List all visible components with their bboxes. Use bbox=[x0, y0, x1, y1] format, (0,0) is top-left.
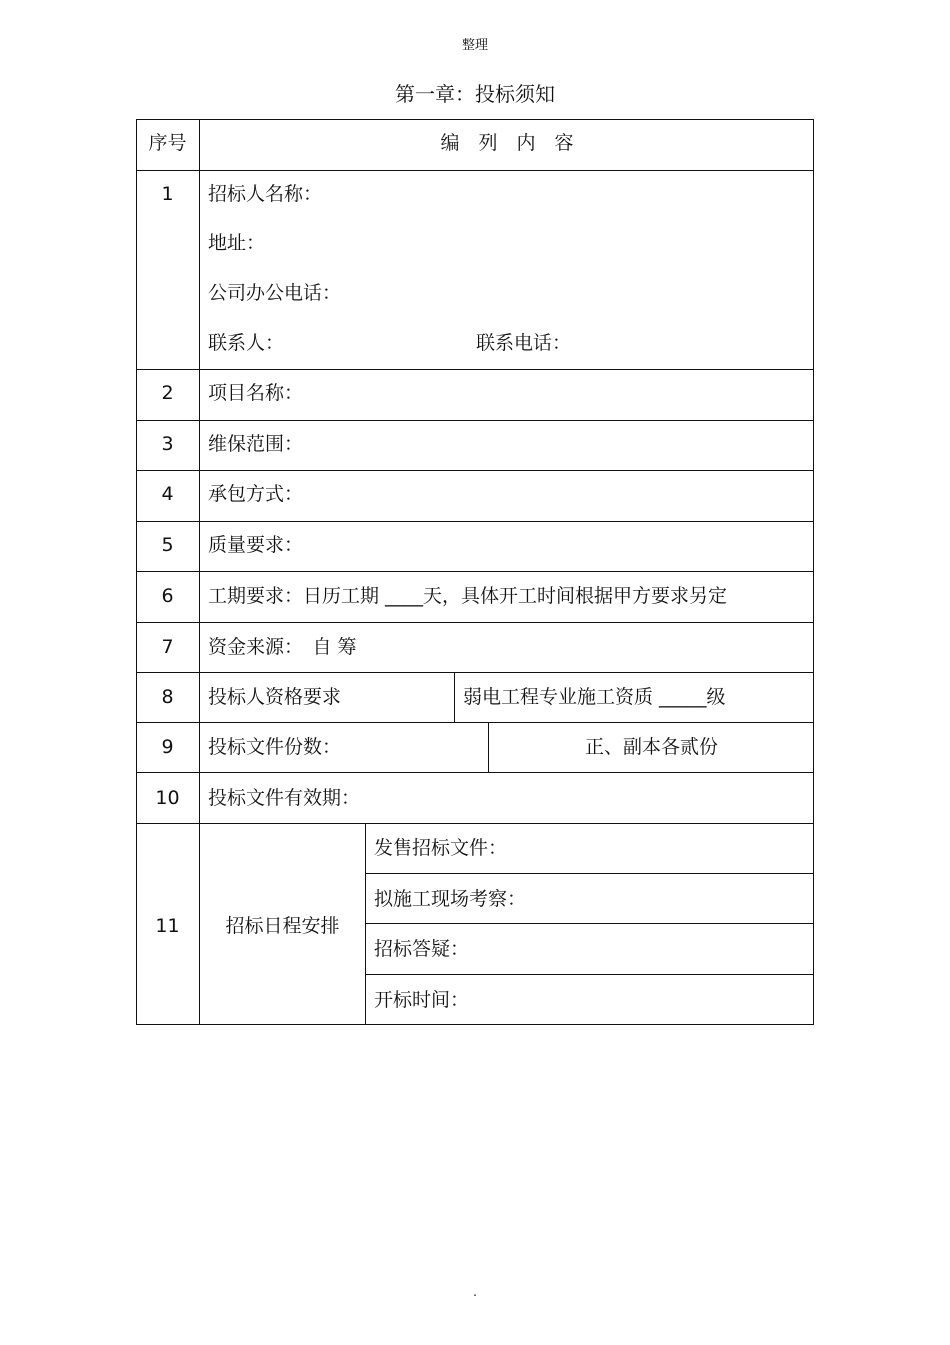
row-number: 4 bbox=[161, 483, 174, 505]
chapter-title: 第一章：投标须知 bbox=[395, 82, 555, 106]
office-phone-label: 公司办公电话： bbox=[208, 282, 342, 304]
row-number: 3 bbox=[161, 433, 174, 455]
row-number: 11 bbox=[155, 915, 180, 937]
schedule-separator bbox=[365, 873, 814, 874]
column-header-content: 编 列 内 容 bbox=[440, 132, 574, 154]
site-visit-label: 拟施工现场考察： bbox=[374, 888, 527, 910]
project-name-label: 项目名称： bbox=[208, 382, 304, 404]
validity-label: 投标文件有效期： bbox=[208, 787, 361, 809]
qualification-value: 弱电工程专业施工资质 _____级 bbox=[463, 686, 726, 708]
row-separator bbox=[136, 420, 814, 421]
row-number: 10 bbox=[155, 787, 180, 809]
contact-person-label: 联系人： bbox=[208, 332, 285, 354]
schedule-requirement-text: 工期要求：日历工期 ____天，具体开工时间根据甲方要求另定 bbox=[208, 585, 728, 607]
row-separator bbox=[136, 470, 814, 471]
maintenance-scope-label: 维保范围： bbox=[208, 433, 304, 455]
row-number: 1 bbox=[161, 183, 174, 205]
address-label: 地址： bbox=[208, 232, 266, 254]
bid-opening-label: 开标时间： bbox=[374, 989, 470, 1011]
schedule-label: 招标日程安排 bbox=[225, 915, 340, 937]
row-separator bbox=[136, 622, 814, 623]
table-border-left bbox=[136, 119, 137, 1025]
tenderer-name-label: 招标人名称： bbox=[208, 183, 323, 205]
row8-divider bbox=[454, 672, 455, 722]
contract-method-label: 承包方式： bbox=[208, 483, 304, 505]
table-border-top bbox=[136, 119, 814, 120]
row-separator bbox=[136, 521, 814, 522]
schedule-separator bbox=[365, 923, 814, 924]
row-number: 8 bbox=[161, 686, 174, 708]
row-separator bbox=[136, 722, 814, 723]
row-number: 7 bbox=[161, 636, 174, 658]
contact-phone-label: 联系电话： bbox=[476, 332, 572, 354]
requirements-table bbox=[136, 119, 814, 1025]
schedule-separator bbox=[365, 974, 814, 975]
row-separator bbox=[136, 170, 814, 171]
row-number: 9 bbox=[161, 736, 174, 758]
page-footer-mark: . bbox=[473, 1285, 477, 1299]
copies-label: 投标文件份数： bbox=[208, 736, 342, 758]
row-separator bbox=[136, 672, 814, 673]
row-separator bbox=[136, 369, 814, 370]
funding-source-text: 资金来源： 自 筹 bbox=[208, 636, 357, 658]
schedule-divider bbox=[365, 823, 366, 1025]
table-border-right bbox=[813, 119, 814, 1025]
row-separator bbox=[136, 823, 814, 824]
qualification-label: 投标人资格要求 bbox=[208, 686, 342, 708]
quality-requirement-label: 质量要求： bbox=[208, 534, 304, 556]
index-column-divider bbox=[199, 119, 200, 1025]
copies-value: 正、副本各贰份 bbox=[584, 736, 718, 758]
column-header-index: 序号 bbox=[148, 132, 187, 154]
clarification-label: 招标答疑： bbox=[374, 938, 470, 960]
row-number: 6 bbox=[161, 585, 174, 607]
row-separator bbox=[136, 571, 814, 572]
row-separator bbox=[136, 772, 814, 773]
page-header-note: 整理 bbox=[461, 38, 488, 53]
sale-of-documents-label: 发售招标文件： bbox=[374, 837, 508, 859]
row-number: 2 bbox=[161, 382, 174, 404]
table-border-bottom bbox=[136, 1024, 814, 1025]
row-number: 5 bbox=[161, 534, 174, 556]
